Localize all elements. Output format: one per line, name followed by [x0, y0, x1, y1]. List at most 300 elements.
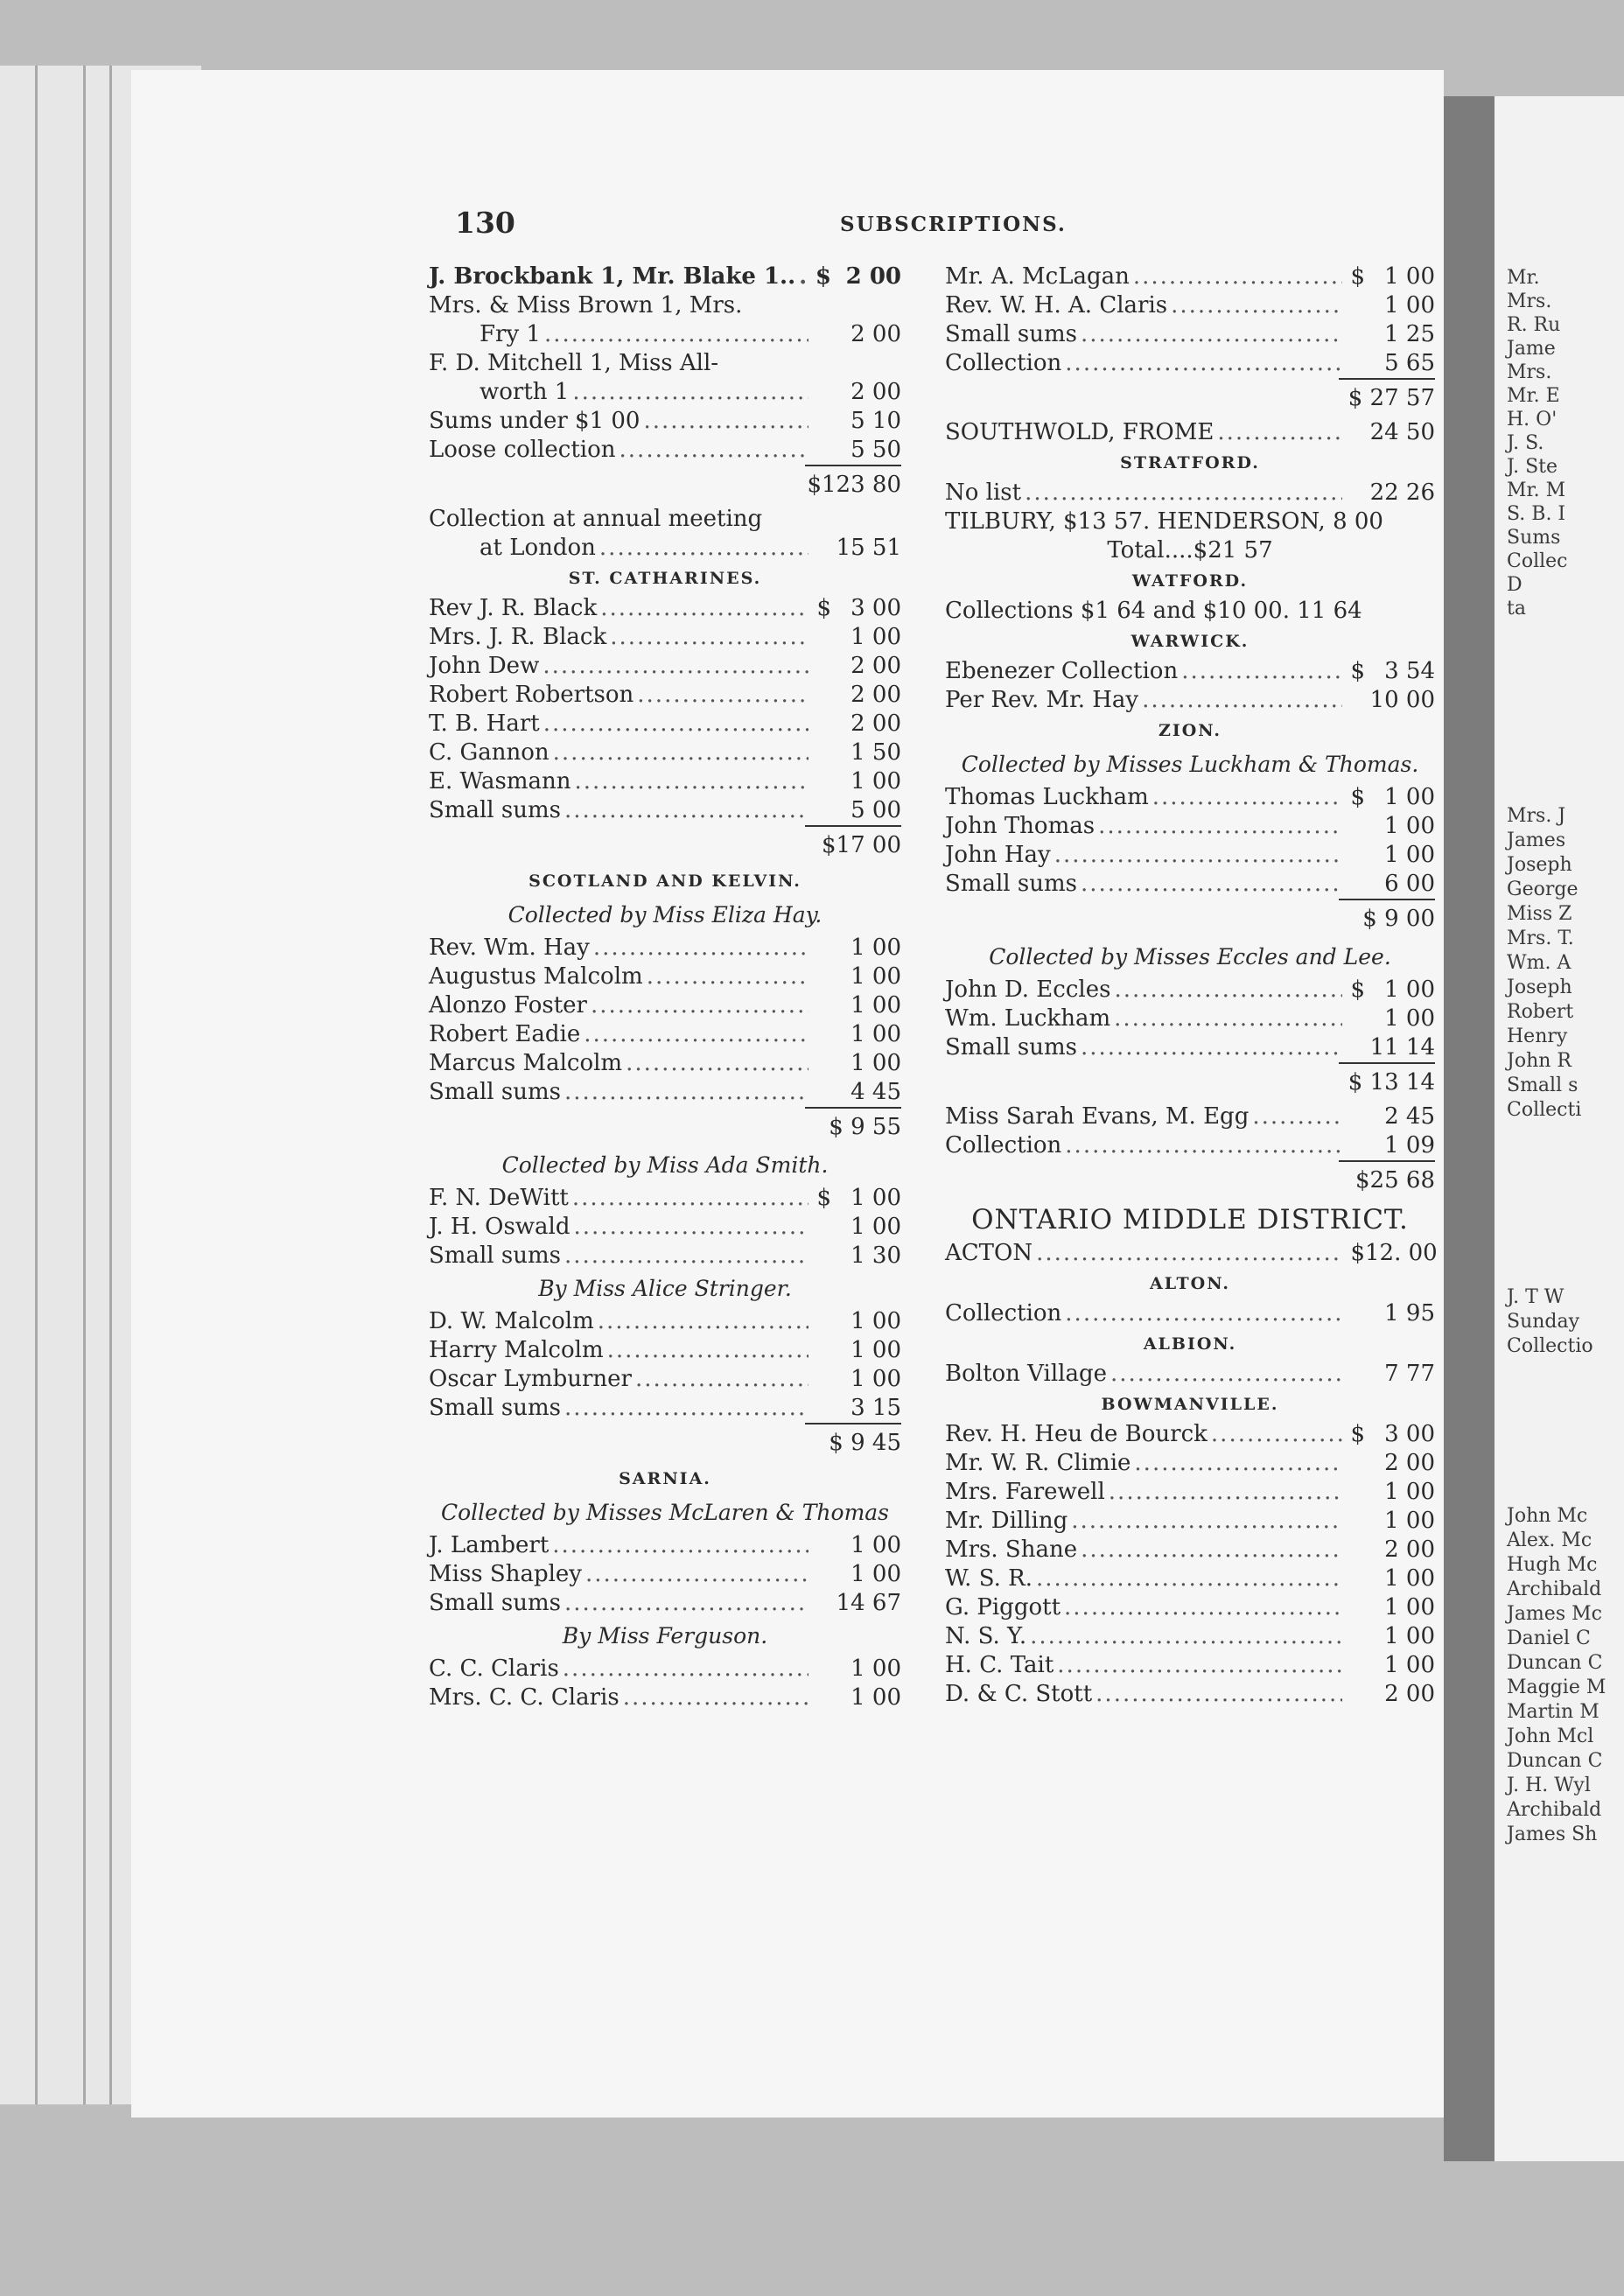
total-line: Total....$21 57: [1107, 537, 1273, 564]
leader-dots: [626, 1049, 808, 1078]
entry-name: Small sums: [945, 1034, 1077, 1060]
entry-name: Small sums: [945, 321, 1077, 347]
leader-dots: [544, 320, 808, 349]
subscription-entry: [945, 1593, 1435, 1622]
page-edge-line: [109, 66, 112, 2104]
page-edge-line: [35, 66, 38, 2104]
entry-name: John Dew: [429, 653, 540, 679]
facing-page-text: Wm. A: [1507, 952, 1572, 974]
entry-name: Per Rev. Mr. Hay: [945, 687, 1139, 713]
facing-page-text: J. H. Wyl: [1507, 1774, 1591, 1796]
subscription-entry: [945, 1360, 1435, 1389]
subscription-entry: [945, 1680, 1435, 1709]
section-total: [1339, 1062, 1435, 1102]
entry-name: W. S. R.: [945, 1565, 1032, 1592]
facing-page-text: Daniel C: [1507, 1628, 1591, 1649]
subscription-entry: [945, 686, 1435, 715]
facing-page-text: Collectio: [1507, 1335, 1593, 1357]
leader-dots: [564, 1078, 808, 1107]
entry-name: H. C. Tait: [945, 1652, 1054, 1678]
leader-dots: [1109, 1478, 1342, 1507]
entry-amount: 1 00: [1384, 292, 1435, 318]
leader-dots: [1030, 1622, 1342, 1651]
total-amount: $ 9 55: [829, 1114, 901, 1140]
entry-amount: 5 10: [850, 408, 901, 434]
leader-dots: [564, 1589, 808, 1618]
facing-page-text: Maggie M: [1507, 1676, 1606, 1698]
subscription-entry: [429, 1655, 901, 1684]
total-amount: $ 9 00: [1362, 906, 1435, 932]
entry-name: Rev. W. H. A. Claris: [945, 292, 1168, 318]
collector-heading: Collected by Misses McLaren & Thomas: [440, 1500, 890, 1525]
page-number: 130: [455, 206, 515, 240]
subscription-entry: [429, 1394, 901, 1423]
facing-page-text: Robert: [1507, 1001, 1574, 1023]
facing-page-text: Henry: [1507, 1026, 1568, 1047]
section-heading: SCOTLAND AND KELVIN.: [528, 872, 802, 891]
leader-dots: [1114, 976, 1342, 1004]
leader-dots: [1065, 1299, 1342, 1328]
leader-dots: [610, 623, 808, 652]
entry-amount: 5 00: [850, 797, 901, 823]
facing-page-text: Collec: [1507, 550, 1568, 572]
facing-page-text: Joseph: [1507, 976, 1572, 998]
facing-page-text: Archibald: [1507, 1578, 1602, 1600]
left-column: [429, 262, 901, 1712]
facing-page-text: James Mc: [1507, 1603, 1602, 1625]
leader-dots: [620, 436, 808, 465]
currency-sign: $: [1350, 976, 1365, 1003]
section-heading: STRATFORD.: [1120, 453, 1260, 472]
entry-name: N. S. Y.: [945, 1623, 1027, 1649]
subscription-entry: [945, 976, 1435, 1004]
entry-name: Robert Eadie: [429, 1021, 581, 1047]
leader-dots: [1036, 1239, 1342, 1268]
entry-amount: 1 00: [850, 1366, 901, 1392]
leader-dots: [1142, 686, 1342, 715]
subscription-entry: [945, 1536, 1435, 1564]
subscription-entry: [945, 320, 1435, 349]
facing-page-text: Archibald: [1507, 1799, 1602, 1821]
section-total: [805, 1107, 901, 1147]
entry-amount: 2 00: [850, 379, 901, 405]
leader-dots: [647, 962, 808, 991]
leader-dots: [564, 1394, 808, 1423]
subscription-entry: [429, 1078, 901, 1107]
entry-name: Miss Sarah Evans, M. Egg: [945, 1103, 1250, 1130]
subscription-entry: [429, 436, 901, 465]
entry-name: ACTON: [945, 1240, 1033, 1266]
section-heading: ST. CATHARINES.: [568, 569, 762, 588]
leader-dots: [1217, 418, 1342, 447]
collector-heading: Collected by Miss Eliza Hay.: [508, 902, 822, 928]
entry-name: Rev. H. Heu de Bourck: [945, 1421, 1208, 1447]
district-heading: ONTARIO MIDDLE DISTRICT.: [971, 1204, 1409, 1236]
subscription-entry: [945, 657, 1435, 686]
entry-amount: 7 77: [1384, 1361, 1435, 1387]
section-heading: ALTON.: [1149, 1274, 1230, 1293]
leader-dots: [1133, 262, 1342, 291]
entry-name: C. Gannon: [429, 739, 550, 766]
facing-page-text: Small s: [1507, 1074, 1578, 1096]
leader-dots: [553, 738, 808, 767]
leader-dots: [1252, 1102, 1342, 1131]
leader-dots: [552, 1531, 808, 1560]
running-title: SUBSCRIPTIONS.: [840, 213, 1067, 236]
section-total: [1339, 1160, 1435, 1200]
entry-name: Mrs. Shane: [945, 1536, 1078, 1563]
leader-dots: [799, 262, 808, 291]
entry-name: Sums under $1 00: [429, 408, 640, 434]
entry-amount: 2 00: [1384, 1681, 1435, 1707]
subscription-entry: [429, 407, 901, 436]
facing-page-text: Alex. Mc: [1507, 1530, 1592, 1551]
entry-name: J. Brockbank 1, Mr. Blake 1..: [429, 263, 796, 290]
leader-dots: [591, 991, 808, 1020]
currency-sign: $: [1350, 1421, 1365, 1447]
section-heading: BOWMANVILLE.: [1101, 1395, 1279, 1414]
entry-amount: 2 00: [850, 321, 901, 347]
subscription-entry: [945, 262, 1435, 291]
entry-amount: 2 00: [1384, 1536, 1435, 1563]
leader-dots: [1064, 1593, 1342, 1622]
entry-name: Mr. A. McLagan: [945, 263, 1130, 290]
leader-dots: [564, 796, 808, 825]
page-edge-line: [83, 66, 86, 2104]
section-heading: ZION.: [1158, 721, 1222, 740]
subscription-entry: [429, 320, 901, 349]
subscription-entry: [429, 1184, 901, 1213]
text-line: F. D. Mitchell 1, Miss All-: [429, 350, 719, 376]
collector-heading: By Miss Alice Stringer.: [538, 1276, 792, 1301]
entry-amount: 1 00: [850, 624, 901, 650]
currency-sign: $: [1350, 1240, 1365, 1266]
leader-dots: [1181, 657, 1342, 686]
entry-name: Collection: [945, 350, 1062, 376]
subscription-entry: [945, 812, 1435, 841]
facing-page-text: J. S.: [1507, 432, 1544, 454]
leader-dots: [643, 407, 808, 436]
leader-dots: [572, 378, 808, 407]
leader-dots: [1211, 1420, 1342, 1449]
facing-page-text: Mr.: [1507, 267, 1540, 289]
entry-amount: 1 00: [850, 1684, 901, 1711]
entry-name: C. C. Claris: [429, 1656, 559, 1682]
subscription-entry: [429, 594, 901, 623]
entry-amount: 1 00: [1384, 1005, 1435, 1032]
leader-dots: [1081, 1536, 1342, 1564]
facing-page-text: Duncan C: [1507, 1652, 1603, 1674]
entry-name: Augustus Malcolm: [429, 963, 643, 990]
subscription-entry: [945, 1004, 1435, 1033]
entry-amount: 1 00: [1384, 976, 1435, 1003]
leader-dots: [1054, 841, 1342, 870]
entry-name: worth 1: [480, 379, 570, 405]
entry-amount: 1 00: [850, 1337, 901, 1363]
leader-dots: [1134, 1449, 1342, 1478]
subscription-entry: [429, 991, 901, 1020]
leader-dots: [1114, 1004, 1342, 1033]
entry-amount: 22 26: [1369, 480, 1435, 506]
entry-amount: 1 00: [850, 1050, 901, 1076]
entry-amount: 1 95: [1384, 1300, 1435, 1326]
leader-dots: [1110, 1360, 1342, 1389]
entry-name: E. Wasmann: [429, 768, 571, 794]
leader-dots: [574, 1213, 808, 1242]
subscription-entry: [945, 349, 1435, 378]
total-amount: $17 00: [822, 832, 901, 858]
facing-page-text: Hugh Mc: [1507, 1554, 1598, 1576]
subscription-entry: [429, 1242, 901, 1270]
leader-dots: [572, 1184, 808, 1213]
facing-page-text: S. B. I: [1507, 503, 1566, 525]
entry-name: Alonzo Foster: [429, 992, 587, 1018]
leader-dots: [1071, 1507, 1342, 1536]
leader-dots: [1065, 1131, 1342, 1160]
section-total: [1339, 378, 1435, 418]
entry-name: No list: [945, 480, 1022, 506]
entry-amount: 3 54: [1384, 658, 1435, 684]
entry-amount: 1 30: [850, 1242, 901, 1269]
leader-dots: [1036, 1564, 1342, 1593]
entry-name: J. Lambert: [429, 1532, 550, 1558]
right-column: [945, 262, 1438, 1709]
subscription-entry: [429, 738, 901, 767]
entry-name: Thomas Luckham: [945, 784, 1149, 810]
section-heading: SARNIA.: [619, 1469, 711, 1488]
facing-page-text: Mrs. J: [1507, 805, 1566, 827]
subscription-entry: [945, 1507, 1435, 1536]
entry-name: G. Piggott: [945, 1594, 1061, 1620]
subscription-entry: [429, 796, 901, 825]
subscription-entry: [429, 623, 901, 652]
subscription-entry: [945, 1131, 1435, 1160]
entry-name: Collection: [945, 1300, 1062, 1326]
entry-amount: 1 00: [850, 1532, 901, 1558]
entry-name: Oscar Lymburner: [429, 1366, 632, 1392]
subscription-entry: [945, 1239, 1438, 1268]
leader-dots: [584, 1020, 808, 1049]
currency-sign: $: [816, 1185, 831, 1211]
entry-amount: 1 00: [1384, 1479, 1435, 1505]
total-amount: $123 80: [807, 472, 901, 498]
entry-amount: 1 50: [850, 739, 901, 766]
subscription-entry: [429, 962, 901, 991]
entry-name: Small sums: [945, 871, 1077, 897]
entry-name: Mrs. J. R. Black: [429, 624, 607, 650]
leader-dots: [1096, 1680, 1342, 1709]
entry-name: D. W. Malcolm: [429, 1308, 594, 1334]
subscription-entry: [945, 1478, 1435, 1507]
entry-name: Small sums: [429, 1079, 561, 1105]
leader-dots: [1152, 783, 1342, 812]
entry-amount: 1 00: [1384, 1508, 1435, 1534]
entry-name: T. B. Hart: [429, 710, 540, 737]
section-total: [1339, 899, 1435, 939]
subscription-entry: [429, 1336, 901, 1365]
entry-name: Bolton Village: [945, 1361, 1107, 1387]
subscription-entry: [429, 681, 901, 710]
facing-page-text: Miss Z: [1507, 903, 1572, 925]
leader-dots: [543, 710, 808, 738]
facing-page-text: Collecti: [1507, 1099, 1582, 1121]
book-spine-shadow: [1444, 96, 1494, 2161]
entry-amount: 1 00: [1384, 784, 1435, 810]
subscription-entry: [945, 1102, 1435, 1131]
subscription-entry: [429, 1589, 901, 1618]
facing-page-text: Mrs.: [1507, 361, 1552, 383]
section-total: [805, 825, 901, 865]
entry-amount: 1 00: [850, 1308, 901, 1334]
subscription-entry: [429, 378, 901, 407]
leader-dots: [599, 534, 808, 563]
collector-heading: Collected by Misses Eccles and Lee.: [989, 944, 1391, 970]
entry-amount: 3 00: [850, 595, 901, 621]
subscription-entry: [945, 1033, 1435, 1062]
entry-amount: 3 00: [1384, 1421, 1435, 1447]
entry-amount: 1 00: [850, 963, 901, 990]
subscription-entry: [945, 1420, 1435, 1449]
leader-dots: [563, 1655, 808, 1684]
entry-amount: 1 00: [1384, 1652, 1435, 1678]
entry-name: F. N. DeWitt: [429, 1185, 569, 1211]
entry-amount: 1 00: [1384, 263, 1435, 290]
entry-amount: 1 00: [850, 1561, 901, 1587]
subscription-entry: [429, 767, 901, 796]
subscription-entry: [945, 479, 1435, 508]
total-amount: $ 27 57: [1348, 385, 1435, 411]
entry-amount: 1 00: [1384, 1594, 1435, 1620]
facing-page-text: Mr. E: [1507, 385, 1560, 407]
text-line: Collection at annual meeting: [429, 506, 763, 532]
section-heading: WATFORD.: [1131, 571, 1249, 591]
entry-amount: 24 50: [1369, 419, 1435, 445]
entry-name: Marcus Malcolm: [429, 1050, 623, 1076]
subscription-entry: [429, 1049, 901, 1078]
facing-page-text: Mrs.: [1507, 290, 1552, 312]
leader-dots: [564, 1242, 808, 1270]
subscription-entry: [429, 1213, 901, 1242]
entry-amount: 1 00: [850, 1214, 901, 1240]
section-total: [805, 1423, 901, 1463]
entry-amount: 14 67: [836, 1590, 901, 1616]
entry-name: Small sums: [429, 797, 561, 823]
subscription-entry: [945, 291, 1435, 320]
entry-name: Mrs. Farewell: [945, 1479, 1105, 1505]
entry-amount: 1 00: [1384, 1565, 1435, 1592]
subscription-entry: [429, 1560, 901, 1589]
entry-amount: 1 00: [850, 1185, 901, 1211]
entry-amount: 3 15: [850, 1395, 901, 1421]
collector-heading: Collected by Misses Luckham & Thomas.: [961, 752, 1419, 777]
leader-dots: [593, 934, 808, 962]
facing-page-text: John Mcl: [1507, 1726, 1594, 1747]
currency-sign: $: [1350, 658, 1365, 684]
entry-name: Fry 1: [480, 321, 541, 347]
leader-dots: [585, 1560, 808, 1589]
facing-page-text: James: [1507, 830, 1566, 851]
leader-dots: [1081, 870, 1342, 899]
entry-amount: 2 00: [850, 653, 901, 679]
entry-name: Mr. Dilling: [945, 1508, 1068, 1534]
entry-amount: 12. 00: [1365, 1240, 1438, 1266]
entry-amount: 5 50: [850, 437, 901, 463]
subscription-entry: [429, 1307, 901, 1336]
leader-dots: [637, 681, 808, 710]
total-amount: $ 9 45: [829, 1430, 901, 1456]
subscription-entry: [429, 1684, 901, 1712]
entry-name: Small sums: [429, 1242, 561, 1269]
subscription-entry: [945, 1651, 1435, 1680]
total-amount: $ 13 14: [1348, 1069, 1435, 1096]
leader-dots: [1081, 320, 1342, 349]
facing-page-text: John R: [1507, 1050, 1572, 1072]
leader-dots: [574, 767, 808, 796]
entry-amount: 1 00: [850, 934, 901, 961]
entry-amount: 2 00: [1384, 1450, 1435, 1476]
subscription-entry: [945, 1449, 1435, 1478]
subscription-entry: [429, 934, 901, 962]
page-header: [455, 206, 1444, 241]
entry-amount: 2 45: [1384, 1103, 1435, 1130]
currency-sign: $: [816, 595, 831, 621]
facing-page-fragment: [1494, 96, 1624, 2161]
subscription-entry: [945, 841, 1435, 870]
leader-dots: [542, 652, 808, 681]
facing-page-text: Martin M: [1507, 1701, 1600, 1723]
entry-name: Rev J. R. Black: [429, 595, 598, 621]
entry-name: John D. Eccles: [945, 976, 1111, 1003]
entry-amount: 1 00: [850, 992, 901, 1018]
entry-name: D. & C. Stott: [945, 1681, 1093, 1707]
facing-page-text: John Mc: [1507, 1505, 1588, 1527]
entry-amount: 5 65: [1384, 350, 1435, 376]
entry-amount: 1 09: [1384, 1132, 1435, 1158]
facing-page-text: George: [1507, 878, 1578, 900]
entry-amount: 1 25: [1384, 321, 1435, 347]
entry-name: J. H. Oswald: [429, 1214, 570, 1240]
entry-name: at London: [480, 535, 596, 561]
facing-page-text: Mrs. T.: [1507, 928, 1574, 949]
facing-page-text: Sums: [1507, 527, 1561, 549]
facing-page-text: J. Ste: [1507, 456, 1558, 478]
entry-name: Robert Robertson: [429, 682, 634, 708]
subscription-entry: [429, 534, 901, 563]
subscription-entry: [945, 870, 1435, 899]
leader-dots: [607, 1336, 808, 1365]
entry-amount: 15 51: [836, 535, 901, 561]
entry-amount: 2 00: [845, 263, 901, 290]
leader-dots: [635, 1365, 808, 1394]
entry-amount: 1 00: [850, 1021, 901, 1047]
section-heading: ALBION.: [1143, 1334, 1237, 1354]
entry-name: Wm. Luckham: [945, 1005, 1111, 1032]
subscription-entry: [429, 1531, 901, 1560]
entry-amount: 1 00: [850, 1656, 901, 1682]
entry-amount: 4 45: [850, 1079, 901, 1105]
entry-name: Mrs. C. C. Claris: [429, 1684, 620, 1711]
entry-amount: 1 00: [1384, 1623, 1435, 1649]
collector-heading: Collected by Miss Ada Smith.: [501, 1152, 829, 1178]
entry-amount: 10 00: [1369, 687, 1435, 713]
entry-amount: 11 14: [1369, 1034, 1435, 1060]
facing-page-text: ta: [1507, 598, 1526, 620]
text-line: TILBURY, $13 57. HENDERSON, 8 00: [945, 508, 1383, 535]
entry-name: Mr. W. R. Climie: [945, 1450, 1131, 1476]
facing-page-text: Mr. M: [1507, 480, 1566, 501]
entry-name: John Hay: [945, 842, 1051, 868]
section-heading: WARWICK.: [1130, 632, 1250, 651]
